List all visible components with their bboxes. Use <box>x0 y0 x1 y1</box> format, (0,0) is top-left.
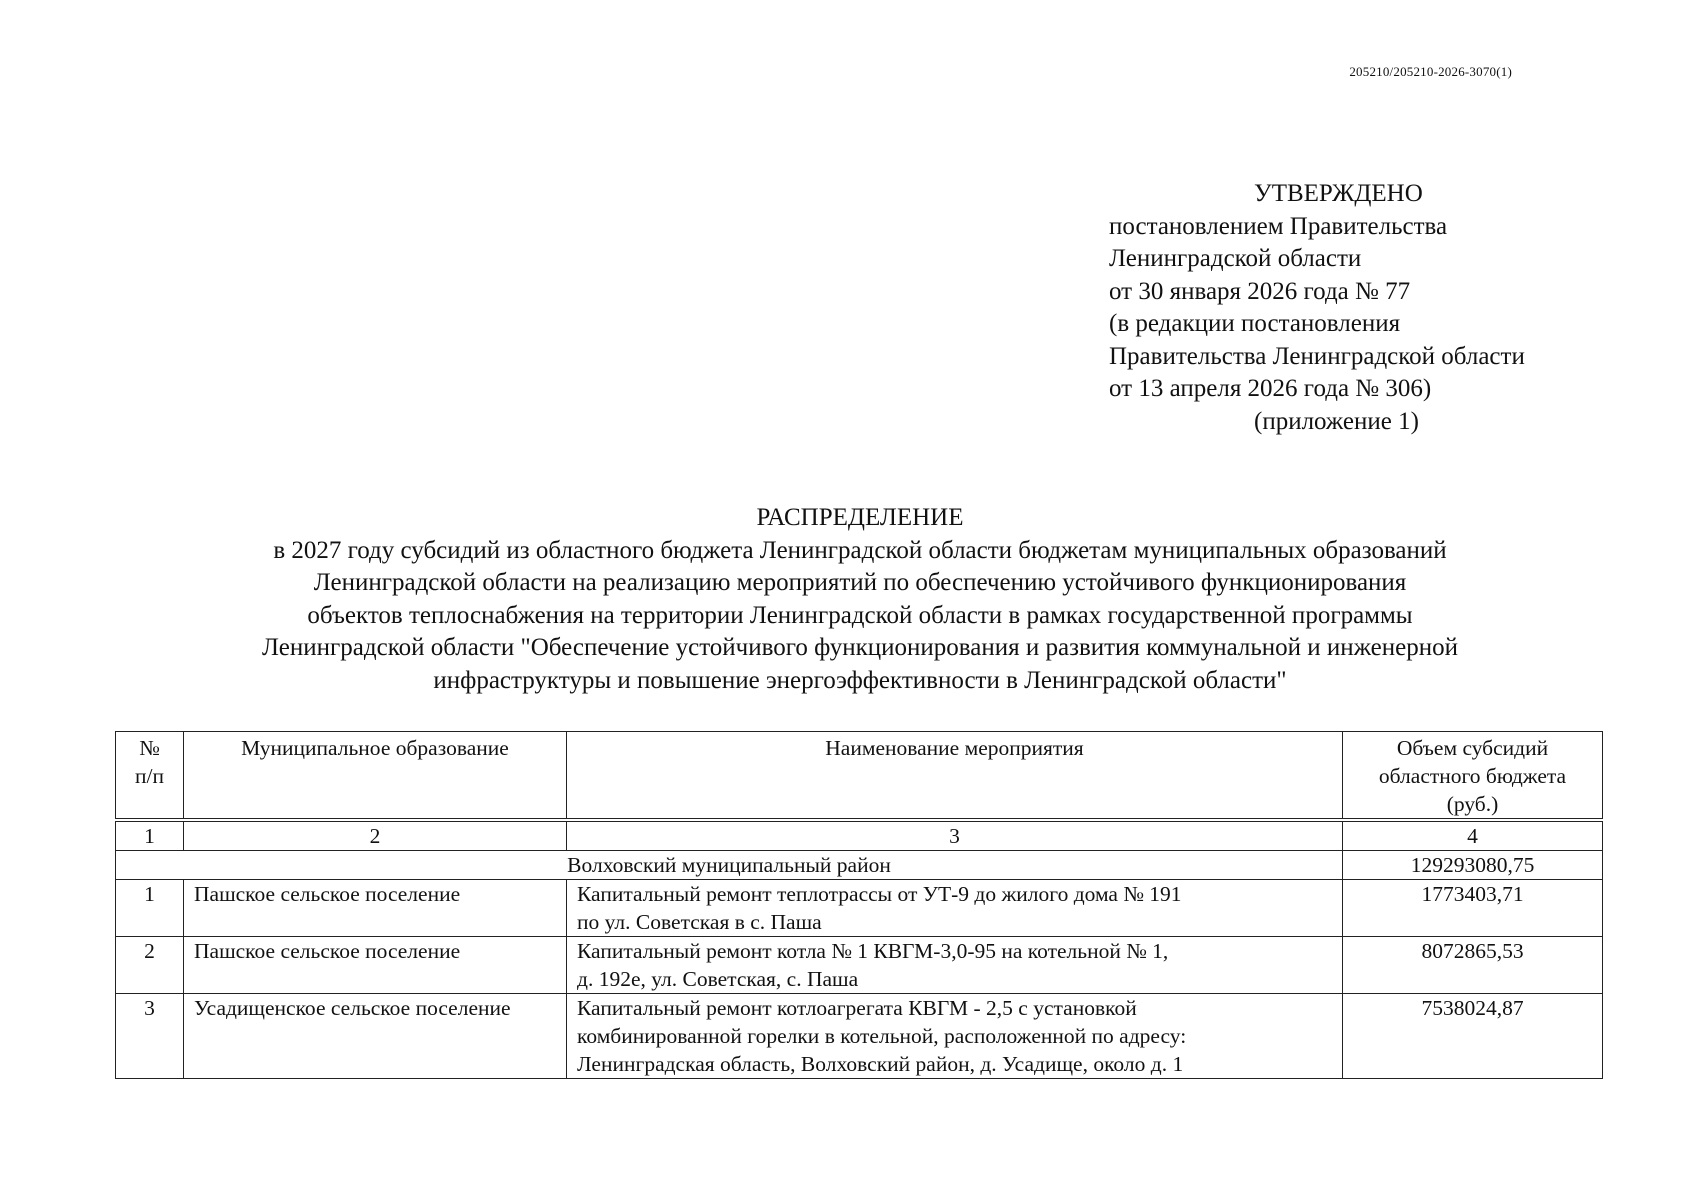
header-municipality: Муниципальное образование <box>184 732 567 821</box>
row-event-line: комбинированной горелки в котельной, расположенной по адресу: <box>577 1024 1187 1048</box>
header-event: Наименование мероприятия <box>567 732 1343 821</box>
row-amount: 8072865,53 <box>1343 937 1603 994</box>
row-event <box>567 880 1343 937</box>
header-amount <box>1343 732 1603 821</box>
row-municipality: Пашское сельское поселение <box>184 937 567 994</box>
row-event-line: по ул. Советская в с. Паша <box>577 910 822 934</box>
header-amount-line: Объем субсидий <box>1396 736 1549 760</box>
approval-block <box>1109 178 1629 438</box>
row-amount: 1773403,71 <box>1343 880 1603 937</box>
row-event <box>567 994 1343 1079</box>
header-amount-line: областного бюджета <box>1378 764 1567 788</box>
document-id: 205210/205210-2026-3070(1) <box>1349 64 1512 79</box>
row-event-line: Капитальный ремонт котлоагрегата КВГМ - 2,5 с установкой <box>577 996 1137 1020</box>
approval-line: Ленинградской области <box>1109 245 1362 272</box>
header-number <box>116 732 184 821</box>
heading-line: Ленинградской области на реализацию мероприятий по обеспечению устойчивого функционирования <box>313 569 1407 596</box>
table-row <box>116 937 1603 994</box>
row-event-line: д. 192е, ул. Советская, с. Паша <box>577 967 859 991</box>
table-row <box>116 880 1603 937</box>
row-number: 3 <box>116 994 184 1079</box>
row-amount: 7538024,87 <box>1343 994 1603 1079</box>
row-municipality: Пашское сельское поселение <box>184 880 567 937</box>
row-event <box>567 937 1343 994</box>
row-event-line: Капитальный ремонт котла № 1 КВГМ-3,0-95 на котельной № 1, <box>577 939 1169 963</box>
row-municipality: Усадищенское сельское поселение <box>184 994 567 1079</box>
header-amount-line: (руб.) <box>1446 792 1499 816</box>
heading-title: РАСПРЕДЕЛЕНИЕ <box>756 504 964 531</box>
table-header-row <box>116 732 1603 821</box>
approval-line: Правительства Ленинградской области <box>1109 342 1525 370</box>
column-number: 2 <box>184 820 567 851</box>
heading-line: инфраструктуры и повышение энергоэффективности в Ленинградской области" <box>433 666 1287 694</box>
approval-line: постановлением Правительства <box>1109 212 1448 240</box>
column-number: 3 <box>567 820 1343 851</box>
approval-title: УТВЕРЖДЕНО <box>1254 180 1423 207</box>
column-number: 4 <box>1343 820 1603 851</box>
table-row <box>116 994 1603 1079</box>
district-name: Волховский муниципальный район <box>116 851 1343 880</box>
approval-annex: (приложение 1) <box>1254 407 1419 435</box>
heading-line: в 2027 году субсидий из областного бюджета Ленинградской области бюджетам муниципальных образований <box>273 536 1447 564</box>
approval-line: от 30 января 2026 года № 77 <box>1109 277 1411 305</box>
heading-line: Ленинградской области "Обеспечение устойчивого функционирования и развития коммунальной и инженерной <box>262 634 1458 661</box>
row-number: 1 <box>116 880 184 937</box>
header-number-line: п/п <box>135 764 164 788</box>
distribution-table <box>115 731 1603 1079</box>
approval-line: (в редакции постановления <box>1109 310 1401 337</box>
row-event-line: Ленинградская область, Волховский район, д. Усадище, около д. 1 <box>577 1052 1184 1076</box>
column-number-row <box>116 820 1603 851</box>
row-event-line: Капитальный ремонт теплотрассы от УТ-9 до жилого дома № 191 <box>577 882 1182 906</box>
header-number-line: № <box>139 736 160 760</box>
column-number: 1 <box>116 820 184 851</box>
district-amount: 129293080,75 <box>1343 851 1603 880</box>
district-row <box>116 851 1603 880</box>
row-number: 2 <box>116 937 184 994</box>
document-heading <box>115 502 1605 697</box>
heading-line: объектов теплоснабжения на территории Ленинградской области в рамках государственной программы <box>307 601 1413 629</box>
approval-line: от 13 апреля 2026 года № 306) <box>1109 375 1432 402</box>
